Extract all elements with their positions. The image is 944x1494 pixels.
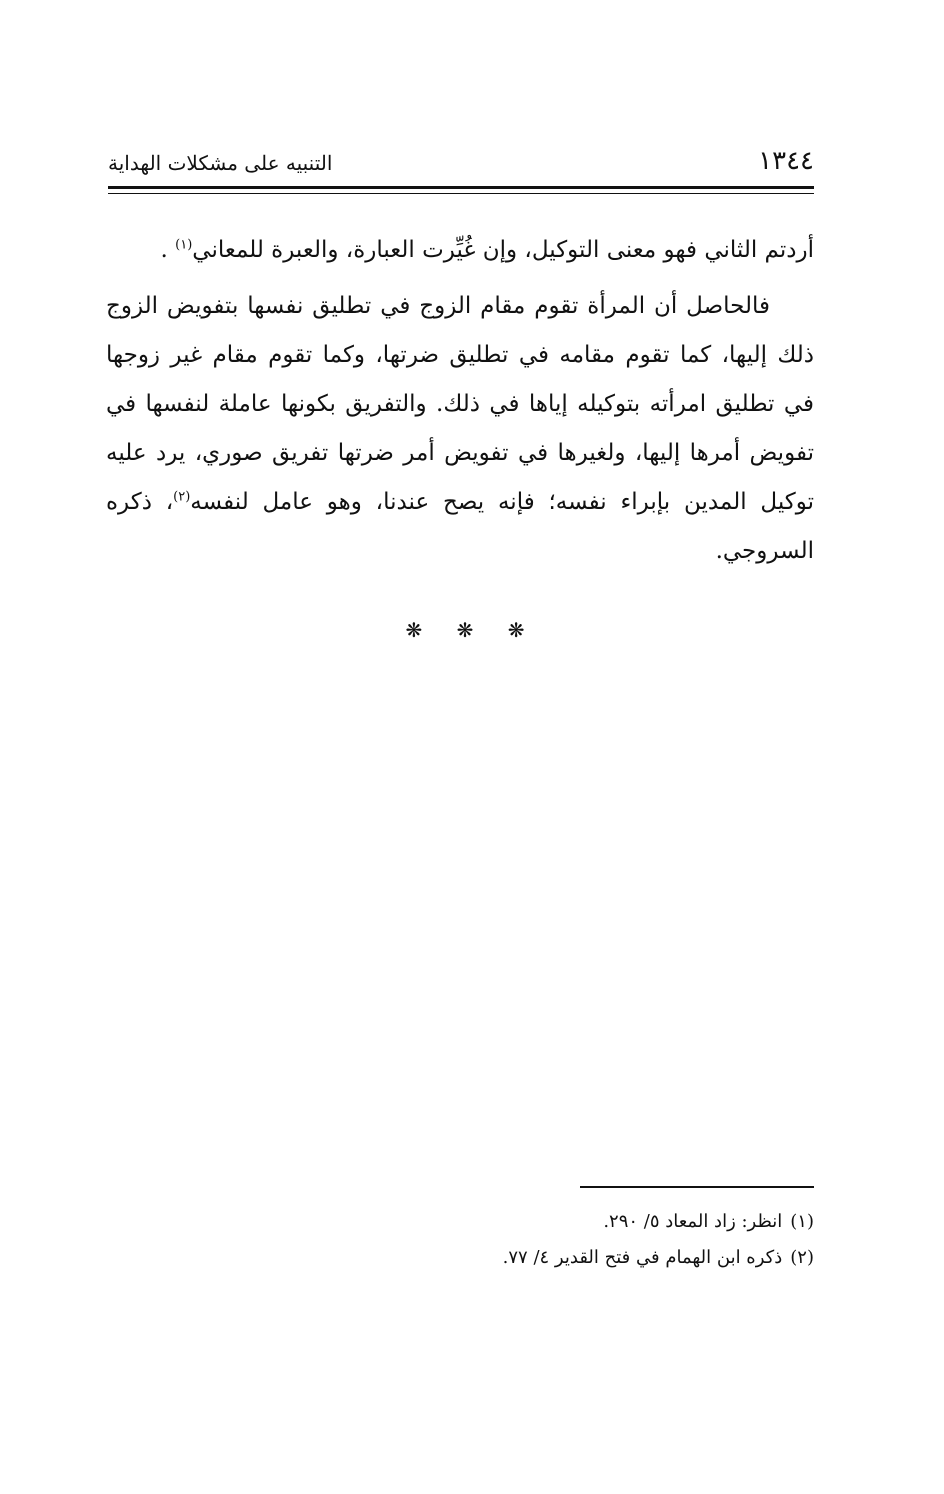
paragraph-1-text: أردتم الثاني فهو معنى التوكيل، وإن غُيِّرت العبارة، والعبرة للمعاني: [192, 237, 814, 263]
footnote-text: ذكره ابن الهمام في فتح القدير ٤/ ٧٧.: [502, 1247, 783, 1268]
footnote-rule: [580, 1186, 814, 1188]
footnote-text: انظر: زاد المعاد ٥/ ٢٩٠.: [603, 1211, 783, 1232]
section-separator: ❋ ❋ ❋: [405, 618, 539, 642]
footnotes: [300, 1204, 814, 1276]
header-rule: [108, 186, 814, 189]
footnote-mark: (٢): [790, 1247, 814, 1268]
running-title: التنبيه على مشكلات الهداية: [108, 151, 333, 175]
paragraph-2-end: ، ذكره السروجي.: [106, 489, 814, 564]
paragraph-1-end: .: [160, 237, 168, 263]
page-number: ١٣٤٤: [758, 146, 814, 176]
footnote-ref-2[interactable]: (٢): [173, 489, 191, 505]
footnote-ref-1[interactable]: (١): [175, 237, 193, 253]
footnote-2: [300, 1240, 814, 1276]
footnote-mark: (١): [790, 1211, 814, 1232]
footnote-1: [300, 1204, 814, 1240]
paragraph-2: [106, 282, 814, 576]
paragraph-2-text: فالحاصل أن المرأة تقوم مقام الزوج في تطليق نفسها بتفويض الزوج ذلك إليها، كما تقوم مقامه في تطليق ضرتها، وكما تقوم مقام غير زوجها في تطليق امرأته بتوكيله إياها في ذلك. والتفريق بكونها عاملة لنفسها في تفويض أمرها إليها، ولغيرها في تفويض أمر ضرتها تفريق صوري، يرد عليه توكيل المدين بإبراء نفسه؛ فإنه يصح عندنا، وهو عامل لنفسه: [106, 293, 814, 515]
header-rule-thin: [108, 193, 814, 194]
page-header: [108, 140, 814, 180]
body-text: [106, 226, 814, 576]
paragraph-1: [106, 226, 814, 275]
